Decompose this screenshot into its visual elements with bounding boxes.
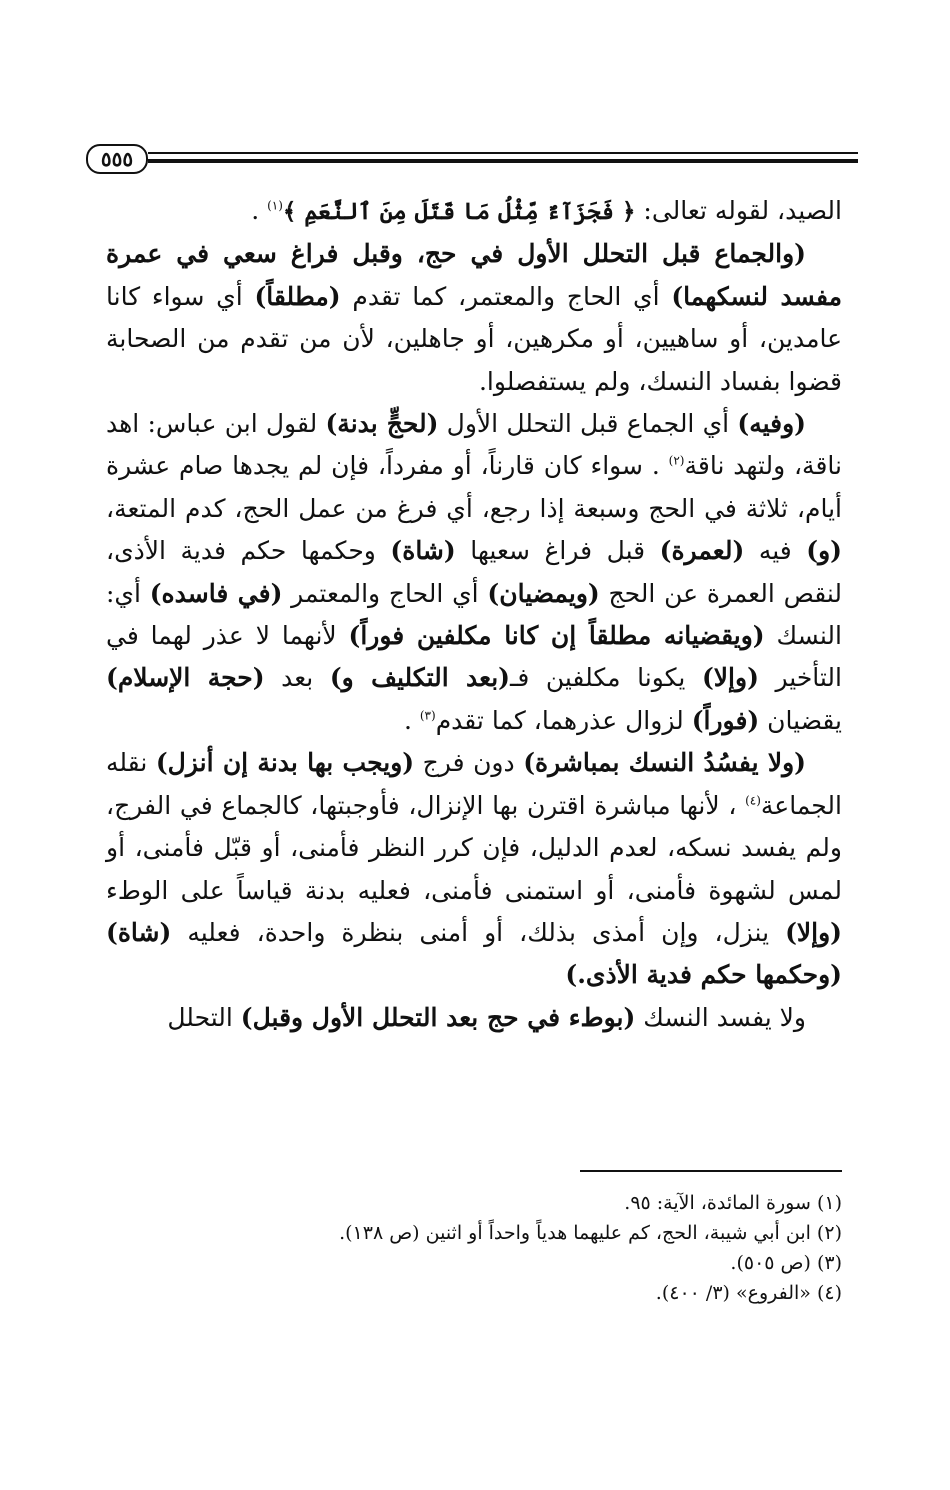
- footnote-ref: (١): [267, 198, 283, 213]
- paragraph-2: (والجماع قبل التحلل الأول في حج، وقبل فراغ سعي في عمرة مفسد لنسكهما) أي الحاج والمعتمر، كما تقدم (مطلقاً) أي سواء كانا عامدين، أو ساهيين، أو مكرهين، أو جاهلين، لأن من تقدم من الصحابة قضوا بفساد النسك، ولم يستفصلوا.: [106, 239, 843, 396]
- page-header: [86, 140, 858, 180]
- main-text: [106, 190, 842, 1039]
- footnote-separator: [580, 1170, 842, 1172]
- quran-verse: ﴿ فَجَزَآءٌ مِّثْلُ مَا قَتَلَ مِنَ ٱلنَّعَمِ ﴾: [282, 198, 636, 225]
- paragraph-3: (وفيه) أي الجماع قبل التحلل الأول (لحجٍّ بدنة) لقول ابن عباس: اهد ناقة، ولتهد ناقة$^{(٢)}$ . سواء كان قارناً، أو مفرداً، فإن لم يجدها صام عشرة أيام، ثلاثة في الحج وسبعة إذا رجع، أي فرغ من عمل الحج، كدم المتعة، (و) فيه (لعمرة) قبل فراغ سعيها (شاة) وحكمها حكم فدية الأذى، لنقص العمرة عن الحج (ويمضيان) أي الحاج والمعتمر (في فاسده) أي: النسك (ويقضيانه مطلقاً إن كانا مكلفين فوراً) لأنهما لا عذر لهما في التأخير (وإلا) يكونا مكلفين فـ(بعد التكليف و) بعد (حجة الإسلام) يقضيان (فوراً) لزوال عذرهما، كما تقدم$^{(٣)}$ .: [106, 409, 843, 735]
- footnote-4: (٤) «الفروع» (٣/ ٤٠٠).: [655, 1282, 842, 1304]
- paragraph-4: (ولا يفسُدُ النسك بمباشرة) دون فرج (ويجب بها بدنة إن أنزل) نقله الجماعة$^{(٤)}$ ، لأنها مباشرة اقترن بها الإنزال، فأوجبتها، كالجماع في الفرج، ولم يفسد نسكه، لعدم الدليل، فإن كرر النظر فأمنى، أو قبّل فأمنى، أو لمس لشهوة فأمنى، أو استمنى فأمنى، فعليه بدنة قياساً على الوطء (وإلا) ينزل، وإن أمذى بذلك، أو أمنى بنظرة واحدة، فعليه (شاة) (وحكمها حكم فدية الأذى.): [106, 748, 842, 990]
- footnote-ref: (٤): [745, 793, 761, 808]
- footnote-ref: (٢): [668, 454, 685, 469]
- paragraph-1: الصيد، لقوله تعالى: ﴿ فَجَزَآءٌ مِّثْلُ مَا قَتَلَ مِنَ ٱلنَّعَمِ ﴾$^{(١)}$ .: [251, 196, 842, 225]
- footnote-2: (٢) ابن أبي شيبة، الحج، كم عليهما هدياً واحداً أو اثنين (ص ١٣٨).: [339, 1222, 842, 1244]
- paragraph-5: ولا يفسد النسك (بوطء في حج بعد التحلل الأول وقبل) التحلل: [167, 1002, 806, 1032]
- footnote-3: (٣) (ص ٥٠٥).: [730, 1252, 842, 1274]
- footnote-ref: (٣): [419, 708, 436, 723]
- page-number: ٥٥٥: [86, 144, 148, 174]
- footnote-1: (١) سورة المائدة، الآية: ٩٥.: [624, 1192, 842, 1214]
- header-rule-thin: [148, 152, 858, 154]
- header-rule-thick: [148, 159, 858, 163]
- footnotes: [106, 1188, 842, 1308]
